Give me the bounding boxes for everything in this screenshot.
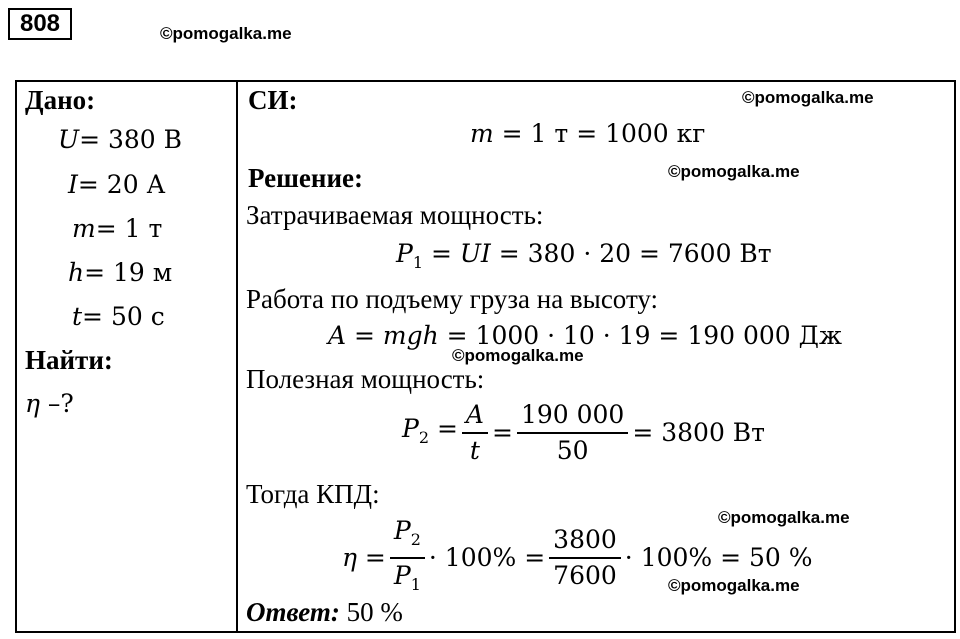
fraction-a-over-t: $\frac{A}{t}$ — [462, 398, 488, 468]
work-label: Работа по подъему груза на высоту: — [246, 284, 659, 314]
answer — [246, 596, 403, 628]
answer-label: Ответ: — [246, 597, 340, 627]
watermark: ©pomogalka.me — [718, 508, 850, 527]
fraction-work-over-time: $\frac{190 000}{50}$ — [517, 398, 628, 468]
column-divider — [236, 80, 238, 633]
find-heading: Найти: — [25, 345, 113, 375]
useful-power-equation: $P_2$ = $\frac{A}{t}$ = $\frac{190 000}{50}$ = 3800 Вт — [402, 398, 765, 468]
efficiency-label: Тогда КПД: — [246, 479, 380, 509]
given-i: I= 20 А — [68, 170, 166, 199]
si-heading: СИ: — [248, 85, 298, 115]
fraction-p2-over-p1: $\frac{P_2}{P_1}$ — [390, 514, 425, 602]
watermark: ©pomogalka.me — [668, 576, 800, 595]
watermark-top: ©pomogalka.me — [160, 24, 292, 43]
watermark: ©pomogalka.me — [668, 162, 800, 181]
watermark: ©pomogalka.me — [742, 88, 874, 107]
solution-heading: Решение: — [248, 163, 363, 193]
efficiency-equation: η = $\frac{P_2}{P_1}$ · 100% = $\frac{3800}{7600}$ · 100% = 50 % — [342, 514, 813, 602]
watermark: ©pomogalka.me — [452, 346, 584, 365]
given-h: h= 19 м — [68, 258, 173, 287]
given-heading: Дано: — [25, 85, 96, 115]
si-conversion: m = 1 т = 1000 кг — [470, 119, 706, 148]
fraction-3800-over-7600: $\frac{3800}{7600}$ — [549, 523, 621, 593]
problem-number: 808 — [8, 8, 72, 40]
given-m: m= 1 т — [72, 214, 163, 243]
work-equation: A = mgh = 1000 · 10 · 19 = 190 000 Дж — [328, 321, 842, 350]
power-spent-equation: $P_1$ = UI = 380 · 20 = 7600 Вт — [396, 239, 772, 272]
given-u: U= 380 В — [58, 125, 183, 154]
find-value: η –? — [25, 389, 74, 418]
given-t: t= 50 с — [72, 302, 165, 331]
answer-value: 50 % — [339, 597, 403, 627]
useful-power-label: Полезная мощность: — [246, 364, 485, 394]
power-spent-label: Затрачиваемая мощность: — [246, 200, 544, 230]
